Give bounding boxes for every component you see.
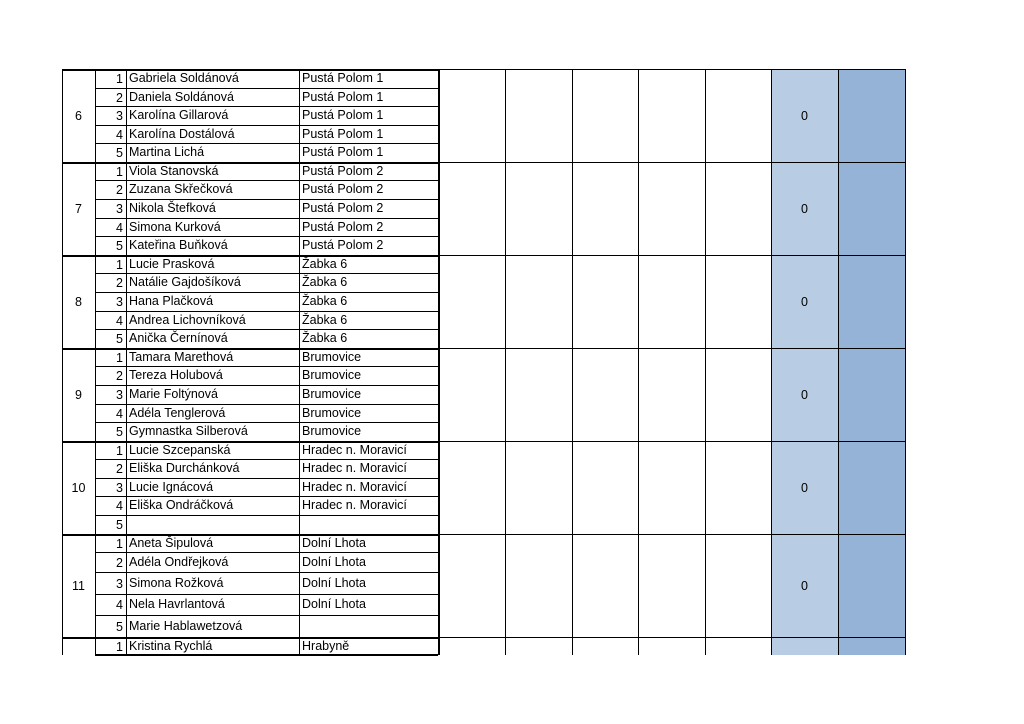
total-cell-fill — [838, 162, 905, 255]
position-number: 5 — [116, 146, 123, 160]
grid-line — [95, 292, 438, 293]
position-number: 3 — [116, 109, 123, 123]
gymnast-name: Karolína Dostálová — [129, 127, 235, 141]
position-number: 2 — [116, 183, 123, 197]
position-number: 3 — [116, 481, 123, 495]
gymnast-name: Gabriela Soldánová — [129, 71, 239, 85]
grid-line — [95, 236, 438, 237]
grid-line-thick — [95, 654, 438, 656]
club-name: Pustá Polom 2 — [302, 182, 384, 196]
grid-line — [95, 199, 438, 200]
gymnast-name: Karolína Gillarová — [129, 108, 229, 122]
club-name: Hradec n. Moravicí — [302, 480, 407, 494]
grid-line — [95, 594, 438, 595]
gymnast-name: Zuzana Skřečková — [129, 182, 233, 196]
total-cell-fill — [838, 637, 905, 655]
position-number: 5 — [116, 425, 123, 439]
position-number: 1 — [116, 72, 123, 86]
grid-line — [838, 69, 839, 655]
position-number: 3 — [116, 577, 123, 591]
grid-line — [95, 478, 438, 479]
club-name — [302, 518, 437, 532]
total-cell-fill — [838, 69, 905, 162]
group-number: 6 — [75, 108, 82, 123]
position-number: 1 — [116, 444, 123, 458]
gymnast-name: Tereza Holubová — [129, 368, 223, 382]
grid-line-thick — [62, 348, 439, 350]
grid-line — [95, 273, 438, 274]
grid-line-thick — [62, 69, 439, 71]
position-number: 5 — [116, 239, 123, 253]
grid-line-thick — [62, 441, 439, 443]
grid-line — [95, 311, 438, 312]
total-cell-fill — [838, 441, 905, 534]
results-sheet — [62, 69, 905, 655]
grid-line — [95, 143, 438, 144]
club-name: Brumovice — [302, 424, 362, 438]
position-number: 5 — [116, 332, 123, 346]
gymnast-name: Tamara Marethová — [129, 350, 234, 364]
grid-line — [95, 422, 438, 423]
club-name: Hradec n. Moravicí — [302, 443, 407, 457]
gymnast-name: Kristina Rychlá — [129, 639, 213, 653]
club-name: Brumovice — [302, 387, 362, 401]
gymnast-name: Aneta Šipulová — [129, 536, 214, 550]
position-number: 2 — [116, 462, 123, 476]
gymnast-name: Adéla Tenglerová — [129, 406, 226, 420]
grid-line — [438, 348, 905, 349]
grid-line — [95, 552, 438, 553]
club-name: Hradec n. Moravicí — [302, 498, 407, 512]
grid-line — [638, 69, 639, 655]
club-name: Dolní Lhota — [302, 576, 366, 590]
position-number: 4 — [116, 221, 123, 235]
group-score: 0 — [801, 480, 808, 495]
position-number: 5 — [116, 620, 123, 634]
grid-line — [438, 162, 905, 163]
grid-line — [505, 69, 506, 655]
position-number: 4 — [116, 407, 123, 421]
position-number: 4 — [116, 598, 123, 612]
group-number: 10 — [71, 480, 86, 495]
gymnast-name: Daniela Soldánová — [129, 90, 234, 104]
grid-line — [95, 496, 438, 497]
grid-line — [95, 329, 438, 330]
position-number: 2 — [116, 276, 123, 290]
gymnast-name: Martina Lichá — [129, 145, 205, 159]
gymnast-name: Lucie Prasková — [129, 257, 215, 271]
total-cell-fill — [838, 255, 905, 348]
grid-line — [95, 404, 438, 405]
grid-line — [95, 69, 96, 655]
gymnast-name: Simona Kurková — [129, 220, 221, 234]
gymnast-name: Anička Černínová — [129, 331, 228, 345]
grid-line — [62, 69, 63, 655]
position-number: 4 — [116, 128, 123, 142]
grid-line — [438, 69, 905, 70]
grid-line — [95, 615, 438, 616]
grid-line-thick — [438, 69, 440, 655]
club-name: Pustá Polom 2 — [302, 238, 384, 252]
gymnast-name: Simona Rožková — [129, 576, 224, 590]
position-number: 1 — [116, 258, 123, 272]
position-number: 2 — [116, 556, 123, 570]
position-number: 3 — [116, 295, 123, 309]
group-score: 0 — [801, 201, 808, 216]
gymnast-name: Lucie Szcepanská — [129, 443, 231, 457]
position-number: 2 — [116, 369, 123, 383]
grid-line — [905, 69, 906, 655]
grid-line — [95, 515, 438, 516]
club-name: Pustá Polom 1 — [302, 71, 384, 85]
grid-line — [705, 69, 706, 655]
position-number: 1 — [116, 640, 123, 654]
club-name: Dolní Lhota — [302, 555, 366, 569]
group-number: 8 — [75, 294, 82, 309]
group-number — [62, 637, 95, 655]
position-number: 3 — [116, 388, 123, 402]
group-score: 0 — [801, 108, 808, 123]
gymnast-name: Adéla Ondřejková — [129, 555, 229, 569]
club-name: Žabka 6 — [302, 275, 348, 289]
grid-line — [438, 534, 905, 535]
grid-line — [95, 218, 438, 219]
total-cell-fill — [838, 348, 905, 441]
group-score: 0 — [801, 294, 808, 309]
gymnast-name: Viola Stanovská — [129, 164, 219, 178]
club-name: Brumovice — [302, 350, 362, 364]
grid-line — [95, 385, 438, 386]
grid-line — [438, 637, 905, 638]
grid-line — [438, 255, 905, 256]
gymnast-name: Andrea Lichovníková — [129, 313, 246, 327]
grid-line — [771, 69, 772, 655]
grid-line — [126, 69, 127, 655]
club-name: Pustá Polom 2 — [302, 164, 384, 178]
grid-line-thick — [62, 255, 439, 257]
position-number: 3 — [116, 202, 123, 216]
club-name: Pustá Polom 1 — [302, 127, 384, 141]
club-name: Pustá Polom 1 — [302, 90, 384, 104]
gymnast-name: Natálie Gajdošíková — [129, 275, 241, 289]
gymnast-name: Hana Plačková — [129, 294, 214, 308]
club-name: Dolní Lhota — [302, 536, 366, 550]
group-score — [771, 637, 838, 655]
grid-line — [95, 106, 438, 107]
position-number: 4 — [116, 499, 123, 513]
position-number: 2 — [116, 91, 123, 105]
club-name: Žabka 6 — [302, 331, 348, 345]
club-name: Žabka 6 — [302, 294, 348, 308]
group-score: 0 — [801, 578, 808, 593]
grid-line — [95, 366, 438, 367]
grid-line — [95, 88, 438, 89]
club-name: Žabka 6 — [302, 313, 348, 327]
club-name: Pustá Polom 2 — [302, 220, 384, 234]
position-number: 1 — [116, 165, 123, 179]
position-number: 1 — [116, 351, 123, 365]
group-number: 11 — [72, 578, 85, 593]
grid-line — [438, 441, 905, 442]
gymnast-name: Nikola Štefková — [129, 201, 216, 215]
club-name: Pustá Polom 1 — [302, 108, 384, 122]
gymnast-name: Lucie Ignácová — [129, 480, 214, 494]
gymnast-name: Eliška Durchánková — [129, 461, 240, 475]
club-name: Žabka 6 — [302, 257, 348, 271]
gymnast-name: Eliška Ondráčková — [129, 498, 234, 512]
group-number: 7 — [75, 201, 82, 216]
grid-line — [95, 459, 438, 460]
club-name: Pustá Polom 2 — [302, 201, 384, 215]
grid-line — [95, 180, 438, 181]
gymnast-name: Marie Hablawetzová — [129, 619, 243, 633]
grid-line-thick — [62, 534, 439, 536]
grid-line — [95, 125, 438, 126]
club-name: Hrabyně — [302, 639, 350, 653]
position-number: 4 — [116, 314, 123, 328]
club-name — [302, 620, 437, 634]
grid-line — [95, 572, 438, 573]
grid-line-thick — [62, 162, 439, 164]
gymnast-name: Marie Foltýnová — [129, 387, 218, 401]
group-score: 0 — [801, 387, 808, 402]
group-number: 9 — [75, 387, 82, 402]
club-name: Hradec n. Moravicí — [302, 461, 407, 475]
grid-line — [299, 69, 300, 655]
grid-line-thick — [62, 637, 439, 639]
position-number: 5 — [116, 518, 123, 532]
grid-line — [572, 69, 573, 655]
gymnast-name: Kateřina Buňková — [129, 238, 228, 252]
total-cell-fill — [838, 534, 905, 637]
position-number: 1 — [116, 537, 123, 551]
gymnast-name: Nela Havrlantová — [129, 597, 225, 611]
gymnast-name — [129, 518, 298, 532]
club-name: Pustá Polom 1 — [302, 145, 384, 159]
club-name: Brumovice — [302, 368, 362, 382]
club-name: Brumovice — [302, 406, 362, 420]
gymnast-name: Gymnastka Silberová — [129, 424, 248, 438]
club-name: Dolní Lhota — [302, 597, 366, 611]
